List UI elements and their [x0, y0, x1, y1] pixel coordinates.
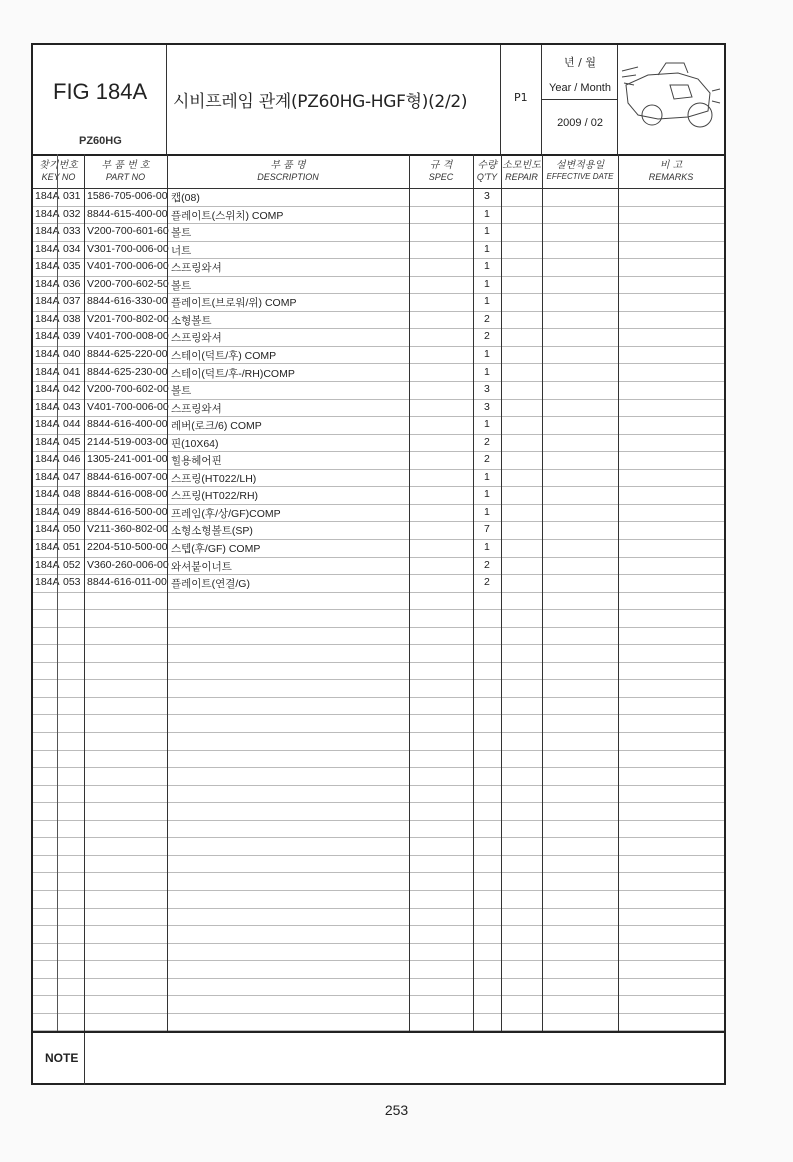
table-row	[33, 820, 724, 839]
part-no-cell: 2144-519-003-00	[87, 435, 168, 448]
fig-cell: 184A	[35, 190, 60, 202]
fig-cell: 184A	[35, 277, 60, 290]
fig-cell: 184A	[35, 453, 60, 466]
part-no-cell: V211-360-802-00	[87, 523, 168, 536]
description-cell: 소형소형볼트(SP)	[171, 525, 253, 538]
fig-code: FIG 184A	[53, 79, 148, 104]
table-row	[33, 223, 724, 242]
col-rem-en: REMARKS	[648, 172, 694, 182]
year-month-label-en: Year / Month	[549, 82, 611, 94]
table-row	[33, 925, 724, 944]
fig-cell: 184A	[35, 330, 60, 343]
description-cell: 프레임(후/상/GF)COMP	[171, 507, 281, 520]
table-row	[33, 434, 724, 453]
table-row	[33, 767, 724, 786]
key-no-cell: 032	[63, 207, 81, 220]
col-key-en: KEY NO	[41, 172, 76, 182]
fig-cell: 184A	[35, 418, 60, 431]
description-cell: 볼트	[171, 385, 192, 398]
table-row	[33, 715, 724, 734]
description-cell: 스테이(덕트/후) COMP	[171, 349, 277, 362]
key-no-cell: 041	[63, 365, 81, 378]
fig-cell: 184A	[35, 260, 60, 273]
part-no-cell: V401-700-006-00	[87, 260, 169, 273]
fig-cell: 184A	[35, 242, 60, 255]
description-cell: 플레이트(스위치) COMP	[171, 209, 284, 222]
qty-cell: 1	[484, 505, 490, 518]
qty-cell: 1	[484, 277, 490, 290]
table-row	[33, 311, 724, 330]
qty-cell: 2	[484, 330, 490, 343]
part-no-cell: 1305-241-001-00	[87, 453, 168, 466]
key-no-cell: 051	[63, 541, 81, 553]
fig-cell: 184A	[35, 295, 60, 308]
part-no-cell: V401-700-008-00	[87, 330, 169, 343]
qty-cell: 1	[484, 260, 490, 273]
table-row	[33, 381, 724, 400]
col-qty-ko: 수량	[477, 160, 497, 171]
description-cell: 힐용헤어핀	[171, 455, 222, 468]
table-row	[33, 908, 724, 927]
header-block	[33, 45, 724, 156]
description-cell: 스프링(HT022/LH)	[171, 472, 257, 485]
fig-cell: 184A	[35, 207, 60, 220]
year-month-label-ko: 년 / 월	[564, 56, 596, 69]
description-cell: 스텝(후/GF) COMP	[171, 543, 261, 555]
qty-cell: 1	[484, 541, 490, 553]
table-row	[33, 364, 724, 383]
key-no-cell: 042	[63, 383, 81, 396]
key-no-cell: 044	[63, 418, 81, 431]
part-no-cell: 8844-616-330-00	[87, 295, 168, 308]
fig-cell: 184A	[35, 347, 60, 360]
key-no-cell: 049	[63, 505, 81, 518]
fig-cell: 184A	[35, 558, 60, 571]
key-no-cell: 034	[63, 242, 81, 255]
table-row	[33, 574, 724, 593]
description-cell: 스프링(HT022/RH)	[171, 490, 259, 503]
key-no-cell: 036	[63, 277, 81, 290]
part-no-cell: 2204-510-500-00	[87, 541, 168, 553]
table-row	[33, 451, 724, 470]
note-label: NOTE	[45, 1051, 79, 1065]
fig-cell: 184A	[35, 488, 60, 501]
table-row	[33, 1013, 724, 1032]
description-cell: 캡(08)	[171, 192, 200, 204]
table-row	[33, 960, 724, 979]
qty-cell: 2	[484, 558, 490, 571]
qty-cell: 1	[484, 295, 490, 308]
table-row	[33, 469, 724, 488]
part-no-cell: 8844-616-008-00	[87, 488, 168, 501]
table-row	[33, 557, 724, 576]
part-no-cell: V200-700-602-00	[87, 383, 169, 396]
part-no-cell: V200-700-602-50	[87, 277, 169, 290]
key-no-cell: 053	[63, 576, 81, 589]
table-row	[33, 978, 724, 997]
fig-cell: 184A	[35, 400, 60, 413]
model-name: PZ60HG	[79, 135, 122, 147]
col-qty-en: Q'TY	[476, 172, 498, 182]
table-row	[33, 855, 724, 874]
fig-cell: 184A	[35, 225, 60, 238]
part-no-cell: 8844-615-400-00	[87, 207, 168, 220]
table-row	[33, 995, 724, 1014]
table-row	[33, 785, 724, 804]
key-no-cell: 043	[63, 400, 81, 413]
qty-cell: 1	[484, 225, 490, 238]
page-label: P1	[514, 91, 528, 104]
description-cell: 플레이트(브로워/위) COMP	[171, 297, 297, 310]
fig-cell: 184A	[35, 383, 60, 396]
qty-cell: 3	[484, 383, 490, 396]
table-row	[33, 539, 724, 558]
col-desc-en: DESCRIPTION	[257, 172, 319, 182]
key-no-cell: 039	[63, 330, 81, 343]
table-row	[33, 679, 724, 698]
description-cell: 소형볼트	[171, 314, 212, 327]
fig-cell: 184A	[35, 312, 60, 325]
fig-cell: 184A	[35, 470, 60, 483]
description-cell: 스프링와셔	[171, 332, 222, 345]
table-row	[33, 188, 724, 207]
key-no-cell: 033	[63, 225, 81, 238]
key-no-cell: 047	[63, 470, 81, 483]
key-no-cell: 050	[63, 523, 81, 536]
col-repair-en: REPAIR	[505, 172, 538, 182]
key-no-cell: 038	[63, 312, 81, 325]
table-row	[33, 750, 724, 769]
col-eff-ko: 설변적용일	[555, 160, 605, 171]
page-number: 253	[384, 1102, 409, 1118]
col-spec-ko: 규 격	[429, 160, 453, 171]
issue-date: 2009 / 02	[557, 117, 603, 129]
key-no-cell: 052	[63, 558, 81, 571]
qty-cell: 2	[484, 576, 490, 589]
col-spec-en: SPEC	[428, 172, 454, 182]
description-cell: 볼트	[171, 279, 192, 292]
key-no-cell: 048	[63, 488, 81, 501]
qty-cell: 1	[484, 488, 490, 501]
figure-box	[33, 45, 167, 154]
col-rem-ko: 비 고	[659, 160, 683, 171]
qty-cell: 3	[484, 190, 490, 202]
qty-cell: 7	[484, 523, 490, 536]
part-no-cell: V360-260-006-00	[87, 558, 169, 571]
fig-cell: 184A	[35, 365, 60, 378]
fig-cell: 184A	[35, 435, 60, 448]
part-no-cell: 8844-616-500-00	[87, 505, 168, 518]
table-row	[33, 241, 724, 260]
table-row	[33, 837, 724, 856]
col-eff-en: EFFECTIVE DATE	[546, 172, 614, 181]
table-row	[33, 644, 724, 663]
qty-cell: 1	[484, 470, 490, 483]
part-no-cell: 8844-616-007-00	[87, 470, 168, 483]
description-cell: 와셔붙이너트	[171, 560, 232, 573]
parts-table	[33, 188, 724, 1031]
table-row	[33, 276, 724, 295]
fig-cell: 184A	[35, 505, 60, 518]
qty-cell: 1	[484, 207, 490, 220]
table-row	[33, 486, 724, 505]
table-row	[33, 697, 724, 716]
description-cell: 스프링와셔	[171, 262, 222, 275]
part-no-cell: 8844-616-400-00	[87, 418, 168, 431]
qty-cell: 2	[484, 312, 490, 325]
part-no-cell: 8844-616-011-00	[87, 576, 167, 589]
part-no-cell: V200-700-601-60	[87, 225, 169, 238]
description-cell: 스프링와셔	[171, 402, 222, 415]
table-row	[33, 346, 724, 365]
description-cell: 플레이트(연결/G)	[171, 578, 250, 591]
machine-illustration	[618, 45, 724, 154]
description-cell: 너트	[171, 244, 192, 257]
table-row	[33, 943, 724, 962]
column-header-row	[33, 154, 724, 189]
qty-cell: 1	[484, 242, 490, 255]
table-row	[33, 627, 724, 646]
part-no-cell: V401-700-006-00	[87, 400, 169, 413]
col-repair-ko: 소모빈도	[502, 160, 541, 171]
fig-cell: 184A	[35, 523, 60, 536]
description-cell: 핀(10X64)	[171, 437, 219, 450]
fig-cell: 184A	[35, 541, 60, 553]
key-no-cell: 035	[63, 260, 81, 273]
page-box	[501, 45, 542, 154]
qty-cell: 2	[484, 453, 490, 466]
part-no-cell: 8844-625-220-00	[87, 347, 168, 360]
qty-cell: 1	[484, 347, 490, 360]
qty-cell: 3	[484, 400, 490, 413]
table-row	[33, 890, 724, 909]
table-row	[33, 504, 724, 523]
fig-cell: 184A	[35, 576, 60, 589]
table-row	[33, 206, 724, 225]
description-cell: 스테이(덕트/후-/RH)COMP	[171, 367, 295, 380]
table-row	[33, 732, 724, 751]
note-section	[33, 1031, 724, 1085]
qty-cell: 1	[484, 418, 490, 431]
page-title: 시비프레임 관계(PZ60HG-HGF형)(2/2)	[173, 92, 468, 112]
col-key-ko: 찾기번호	[39, 160, 78, 171]
key-no-cell: 046	[63, 453, 81, 466]
table-row	[33, 521, 724, 540]
col-desc-ko: 부 품 명	[270, 160, 306, 171]
table-row	[33, 802, 724, 821]
table-row	[33, 328, 724, 347]
description-cell: 레버(로크/6) COMP	[171, 420, 262, 433]
table-row	[33, 662, 724, 681]
qty-cell: 1	[484, 365, 490, 378]
table-row	[33, 592, 724, 611]
qty-cell: 2	[484, 435, 490, 448]
part-no-cell: V201-700-802-00	[87, 312, 169, 325]
col-part-en: PART NO	[105, 172, 146, 182]
key-no-cell: 037	[63, 295, 81, 308]
table-row	[33, 293, 724, 312]
part-no-cell: 8844-625-230-00	[87, 365, 168, 378]
table-row	[33, 872, 724, 891]
table-row	[33, 258, 724, 277]
table-row	[33, 399, 724, 418]
rice-transplanter-icon	[618, 45, 724, 154]
table-row	[33, 416, 724, 435]
parts-list-sheet	[31, 43, 726, 1085]
title-box	[167, 45, 501, 154]
key-no-cell: 031	[63, 190, 81, 202]
key-no-cell: 045	[63, 435, 81, 448]
key-no-cell: 040	[63, 347, 81, 360]
col-part-ko: 부 품 번 호	[101, 160, 150, 171]
part-no-cell: 1586-705-006-00	[87, 190, 168, 202]
table-row	[33, 609, 724, 628]
part-no-cell: V301-700-006-00	[87, 242, 169, 255]
year-month-box	[542, 45, 618, 154]
description-cell: 볼트	[171, 227, 192, 240]
